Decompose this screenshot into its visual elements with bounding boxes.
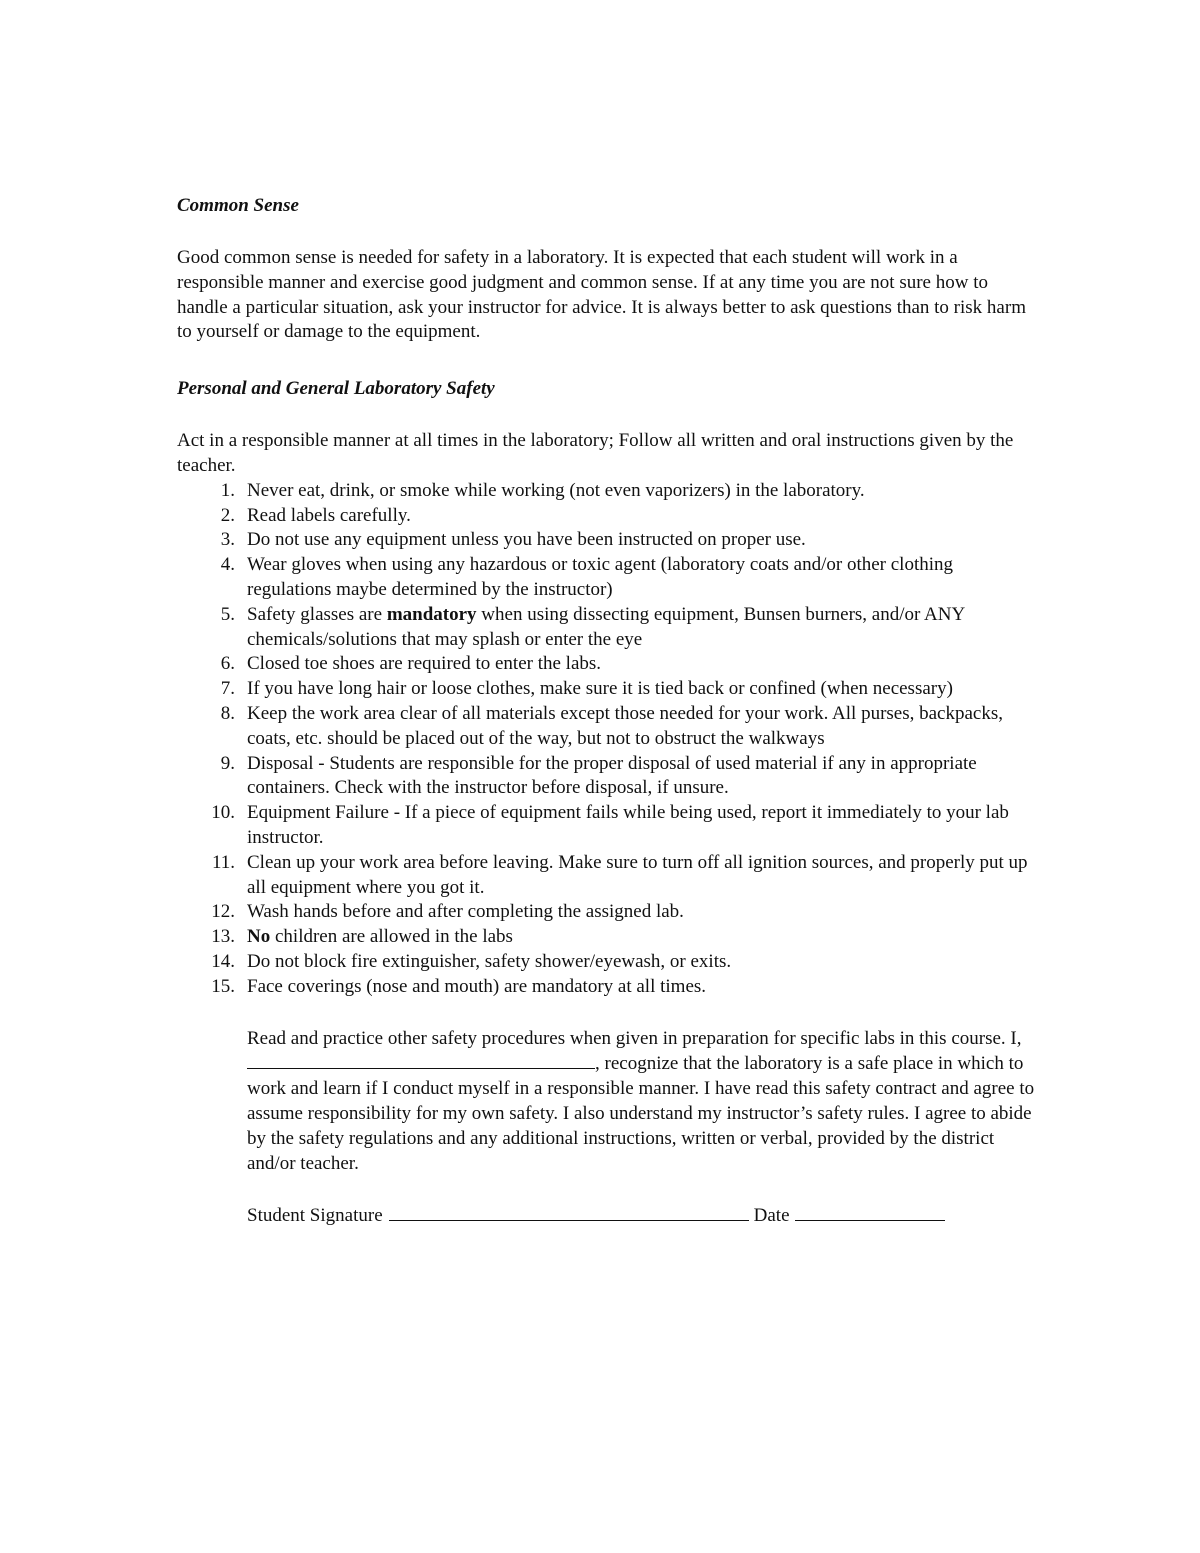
section-heading-common-sense: Common Sense [177,195,299,216]
list-item: 3. Do not use any equipment unless you have been instructed on proper use. [220,529,806,551]
safety-contract-paragraph: Read and practice other safety procedures when given in preparation for specific labs in this course. I, , recognize that the laboratory is a safe place in which to work and learn if I conduct myself in a responsible manner. I have read this safety contract and agree to assume responsibility for my own safety. I also understand my instructor’s safety rules. I agree to abide by the safety regulations and any additional instructions, written or verbal, provided by the district and/or teacher. [247,1027,1035,1174]
list-item: 15. Face coverings (nose and mouth) are mandatory at all times. [211,975,707,997]
list-item: 5. Safety glasses are mandatory when using dissecting equipment, Bunsen burners, and/or ANY chemicals/solutions that may splash or enter the eye [220,603,965,650]
list-item: 6. Closed toe shoes are required to enter the labs. [220,653,602,675]
student-signature-label: Student Signature [247,1205,383,1227]
emphasis-mandatory: mandatory [386,603,477,625]
section-heading-lab-safety: Personal and General Laboratory Safety [177,378,495,400]
lab-safety-intro: Act in a responsible manner at all times in the laboratory; Follow all written and oral instructions given by the teacher. [177,430,1014,476]
list-item: 8. Keep the work area clear of all materials except those needed for your work. All purses, backpacks, coats, etc. should be placed out of the way, but not to obstruct the walkways [220,702,1004,749]
list-item: 11. Clean up your work area before leaving. Make sure to turn off all ignition sources, and properly put up all equipment where you got it. [211,851,1028,898]
list-item: 10. Equipment Failure - If a piece of equipment fails while being used, report it immediately to your lab instructor. [211,802,1009,848]
list-item: 12. Wash hands before and after completing the assigned lab. [211,901,684,923]
date-blank[interactable] [795,1203,945,1221]
common-sense-paragraph: Good common sense is needed for safety in a laboratory. It is expected that each student will work in a responsible manner and exercise good judgment and common sense. If at any time you are not sure how to handle a particular situation, ask your instructor for advice. It is always better to ask questions than to risk harm to yourself or damage to the equipment. [177,247,1026,343]
signature-row [247,1203,1037,1229]
list-item: 4. Wear gloves when using any hazardous or toxic agent (laboratory coats and/or other clothing regulations maybe determined by the instructor) [220,554,953,600]
date-label: Date [753,1205,790,1227]
student-signature-blank[interactable] [389,1203,749,1221]
list-item: 13. No children are allowed in the labs [211,926,513,948]
document-page [177,193,1037,1229]
list-item: 14. Do not block fire extinguisher, safety shower/eyewash, or exits. [211,950,732,972]
safety-rules-list [177,479,1037,1000]
list-item: 2. Read labels carefully. [220,504,411,526]
student-name-blank[interactable] [247,1051,595,1069]
list-item: 1. Never eat, drink, or smoke while working (not even vaporizers) in the laboratory. [220,479,865,501]
emphasis-no: No [247,926,271,948]
list-item: 7. If you have long hair or loose clothes, make sure it is tied back or confined (when necessary) [220,678,953,700]
list-item: 9. Disposal - Students are responsible for the proper disposal of used material if any in appropriate containers. Check with the instructor before disposal, if unsure. [220,752,977,799]
